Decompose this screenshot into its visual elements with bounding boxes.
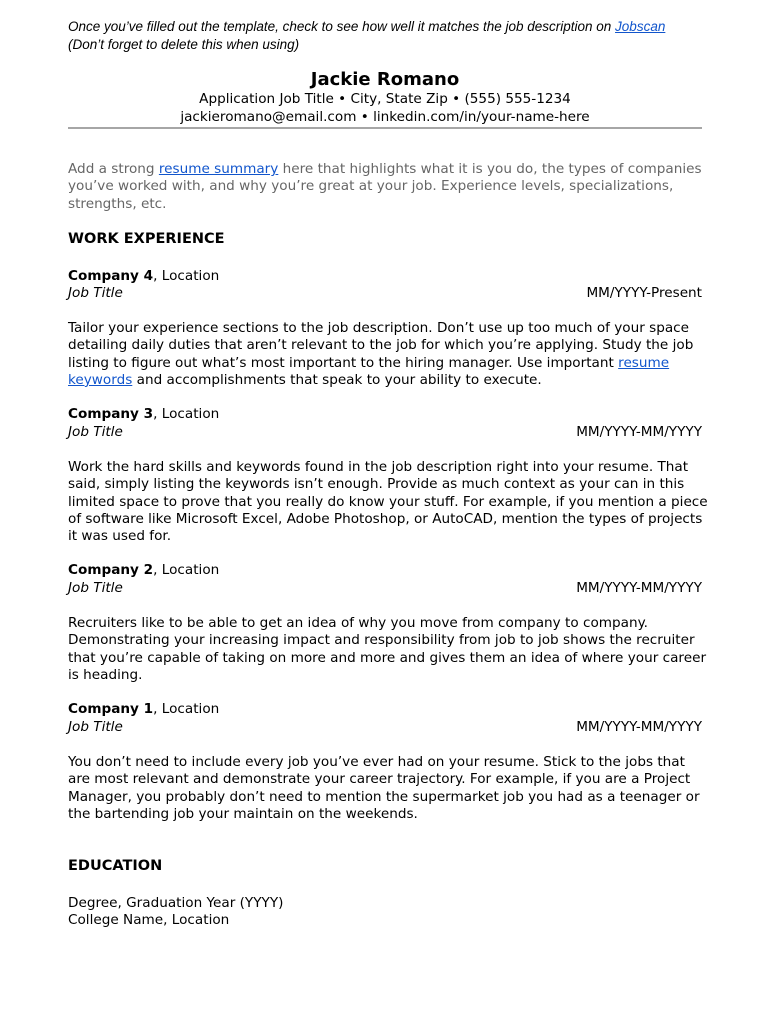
resume-summary-link[interactable]: resume summary <box>158 161 279 177</box>
job-title: Job Title <box>68 580 123 596</box>
job-description-text: Tailor your experience sections to the job description. Don’t use up too much of your space detailing daily duties that aren’t relevant to the job for which you’re applying. Study the job listing to figure out what’s most important to the hiring manager. Use important <box>68 320 694 371</box>
job-title-row <box>68 580 702 597</box>
candidate-name: Jackie Romano <box>310 69 460 90</box>
job-title: Job Title <box>68 285 123 301</box>
education-college: College Name, Location <box>68 912 230 928</box>
note-line2: (Don’t forget to delete this when using) <box>68 37 300 52</box>
education-heading: EDUCATION <box>68 858 163 874</box>
job-title: Job Title <box>68 719 123 735</box>
contact-line-2: jackieromano@email.com • linkedin.com/in/your-name-here <box>180 109 590 125</box>
resume-summary <box>68 161 708 213</box>
resume-keywords-link[interactable]: resume keywords <box>68 354 670 388</box>
jobscan-link[interactable]: Jobscan <box>615 19 666 34</box>
education-degree: Degree, Graduation Year (YYYY) <box>68 895 284 911</box>
job-description-suffix: and accomplishments that speak to your ability to execute. <box>132 371 542 388</box>
job-title-row <box>68 719 702 736</box>
job-company-line <box>68 562 219 579</box>
job-company-line <box>68 701 219 718</box>
work-experience-heading: WORK EXPERIENCE <box>68 231 225 247</box>
template-note <box>68 18 708 54</box>
company-location: , Location <box>153 701 220 717</box>
company-name: Company 1 <box>68 701 154 717</box>
job-title-row <box>68 424 702 441</box>
job-title: Job Title <box>68 424 123 440</box>
company-name: Company 4 <box>68 268 154 284</box>
job-dates: MM/YYYY-MM/YYYY <box>576 719 702 735</box>
company-location: , Location <box>153 406 220 422</box>
job-description-text: You don’t need to include every job you’ve ever had on your resume. Stick to the jobs that are most relevant and demonstrate your career trajectory. For example, if you are a Project Manager, you probably don’t need to mention the supermarket job you had as a teenager or the bartending job your maintain on the weekends. <box>68 754 700 822</box>
job-company-line <box>68 406 219 423</box>
job-dates: MM/YYYY-MM/YYYY <box>576 424 702 440</box>
job-description-text: Work the hard skills and keywords found in the job description right into your resume. That said, simply listing the keywords isn’t enough. Provide as much context as your can in this limited space to prove that you really do know your stuff. For example, if you mention a piece of software like Microsoft Excel, Adobe Photoshop, or AutoCAD, mention the types of projects it was used for. <box>68 459 708 545</box>
job-description <box>68 615 708 684</box>
company-name: Company 3 <box>68 406 154 422</box>
header-divider <box>68 127 702 129</box>
job-title-row <box>68 285 702 302</box>
company-location: , Location <box>153 562 220 578</box>
job-company-line <box>68 268 219 285</box>
summary-prefix: Add a strong <box>68 161 159 177</box>
job-description <box>68 754 708 823</box>
contact-line-1: Application Job Title • City, State Zip • (555) 555-1234 <box>199 91 571 107</box>
company-location: , Location <box>153 268 220 284</box>
job-description-text: Recruiters like to be able to get an idea of why you move from company to company. Demonstrating your increasing impact and responsibility from job to job shows the recruiter that you’re capable of taking on more and more and gives them an idea of where your career is heading. <box>68 615 707 683</box>
company-name: Company 2 <box>68 562 154 578</box>
job-dates: MM/YYYY-Present <box>586 285 702 301</box>
summary-suffix: here that highlights what it is you do, the types of companies you’ve worked with, and why you’re great at your job. Experience levels, specializations, strengths, etc. <box>68 161 702 212</box>
note-text: Once you’ve filled out the template, check to see how well it matches the job description on <box>68 19 616 34</box>
job-description <box>68 459 708 545</box>
job-description <box>68 320 708 389</box>
job-dates: MM/YYYY-MM/YYYY <box>576 580 702 596</box>
